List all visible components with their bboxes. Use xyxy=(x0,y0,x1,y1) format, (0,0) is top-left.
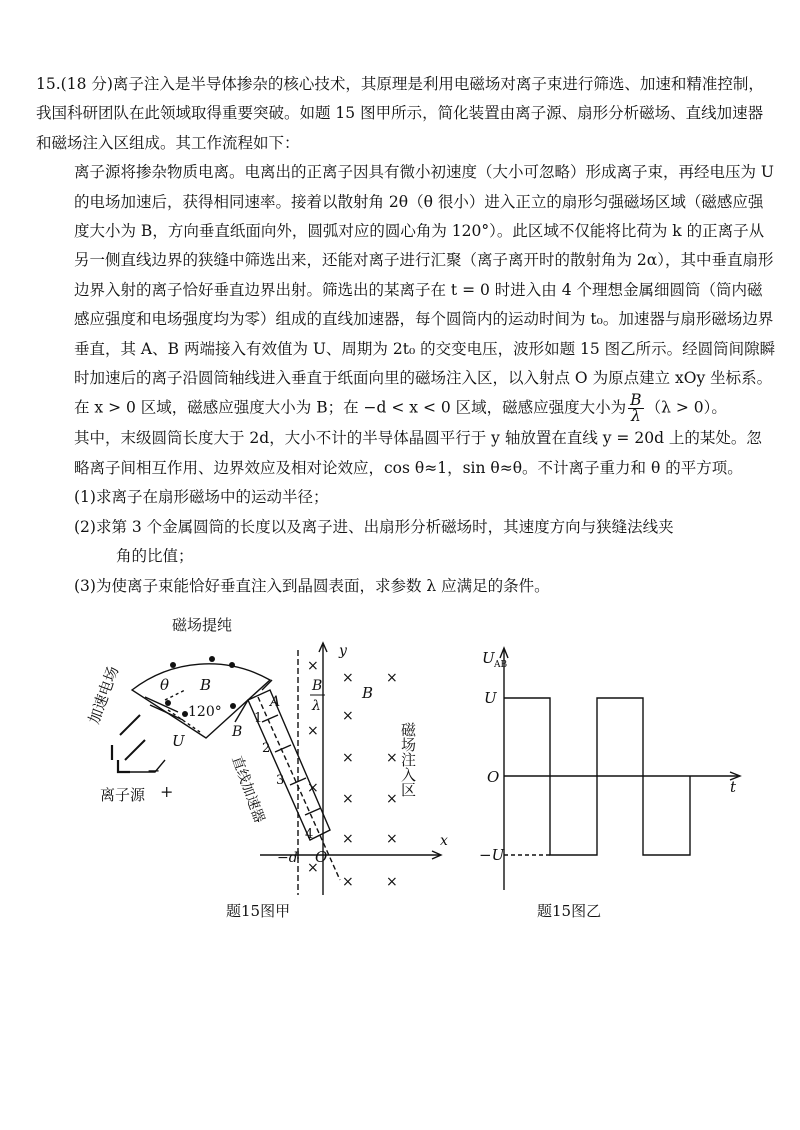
label-u: U xyxy=(172,732,185,750)
fig-b-origin: O xyxy=(487,768,500,786)
label-region xyxy=(399,722,417,797)
problem-intro: 15.(18 分)离子注入是半导体掺杂的核心技术，其原理是利用电磁场对离子束进行筛选、加速和精准控制，我国科研团队在此领域取得重要突破。如题 15 图甲所示，简化装置由离子源、扇形分析磁场、直线加速器和磁场注入区组成。其工作流程如下： xyxy=(36,75,764,152)
field-cross: × xyxy=(342,750,354,766)
fraction-b-over-lambda: $\frac{B}{\lambda}$ xyxy=(630,391,642,426)
label-source: 离子源 xyxy=(100,786,146,804)
question-2: (2)求第 3 个金属圆筒的长度以及离子进、出扇形分析磁场时，其速度方向与狭缝法线夹 xyxy=(74,517,674,536)
tube-gap xyxy=(275,745,291,752)
tube-gap xyxy=(305,808,321,815)
label-point-a: A xyxy=(270,694,281,710)
field-cross: × xyxy=(307,860,319,876)
slit-wall xyxy=(150,705,183,720)
field-cross: × xyxy=(386,750,398,766)
label-accel-field: 加速电场 xyxy=(84,663,123,727)
sector-field xyxy=(132,664,270,738)
label-angle: 120° xyxy=(188,704,222,720)
fig-b-ylabel: U xyxy=(482,649,495,667)
frac-den-fig: λ xyxy=(312,698,321,714)
field-dot xyxy=(229,662,235,668)
field-dot xyxy=(209,656,215,662)
linac-tube xyxy=(248,690,330,840)
label-theta: θ xyxy=(160,676,170,694)
tube-1-label: 1 xyxy=(254,711,263,726)
field-cross: × xyxy=(386,791,398,807)
ion-source xyxy=(112,745,130,772)
label-minus-d: −d xyxy=(277,850,298,866)
label-b-right: B xyxy=(362,684,374,702)
tube-3-label: 3 xyxy=(276,773,285,788)
field-dot xyxy=(182,711,188,717)
caption-fig-b: 题15图乙 xyxy=(537,902,602,920)
fig-b-t-arrow xyxy=(730,772,740,780)
fig-b-u: U xyxy=(484,689,497,707)
problem-text xyxy=(36,70,776,601)
circuit-wire xyxy=(130,760,165,772)
accel-plate xyxy=(120,715,140,735)
tube-gap xyxy=(290,778,306,785)
entry-ray xyxy=(168,710,200,732)
field-cross: × xyxy=(342,874,354,890)
label-point-b: B xyxy=(232,724,243,740)
label-plus: + xyxy=(160,782,174,801)
problem-paragraph-3: 其中，末级圆筒长度大于 2d，大小不计的半导体晶圆平行于 y 轴放置在直线 y = 20d 上的某处。忽略离子间相互作用、边界效应及相对论效应，cos θ≈1，sin θ≈θ。不计离子重力和 θ 的平方项。 xyxy=(74,429,762,477)
fig-b-t: t xyxy=(730,778,737,796)
label-minus: − xyxy=(147,761,161,780)
problem-paragraph-2: 在 x > 0 区域，磁感应强度大小为 B；在 −d < x < 0 区域，磁感应强度大小为 $\frac{B}{\lambda}$ （λ > 0）。 xyxy=(74,391,727,426)
field-cross: × xyxy=(342,791,354,807)
field-cross: × xyxy=(307,780,319,796)
field-cross: × xyxy=(386,670,398,686)
lead-a xyxy=(262,680,272,690)
entry-ray xyxy=(165,690,185,700)
square-wave xyxy=(504,698,690,855)
y-arrow xyxy=(319,643,327,652)
field-cross: × xyxy=(386,831,398,847)
caption-fig-a: 题15图甲 xyxy=(226,902,291,920)
beam-axis xyxy=(258,697,340,880)
fig-a-title: 磁场提纯 xyxy=(172,616,233,634)
field-cross: × xyxy=(342,708,354,724)
field-cross: × xyxy=(342,831,354,847)
field-cross: × xyxy=(386,874,398,890)
label-b-field: B xyxy=(200,676,212,694)
slit-wall xyxy=(145,697,178,712)
problem-paragraph-1: 离子源将掺杂物质电离。电离出的正离子因具有微小初速度（大小可忽略）形成离子束，再经电压为 U 的电场加速后，获得相同速率。接着以散射角 2θ（θ 很小）进入正立的扇形匀强磁场区域（磁感应强度大小为 B，方向垂直纸面向外，圆弧对应的圆心角为 120°）。此区域不仅能将比荷为 k 的正离子从另一侧直线边界的狭缝中筛选出来，还能对离子进行汇聚（离子离开时的散射角为 2α），其中垂直扇形边界入射的离子恰好垂直边界出射。筛选出的某离子在 t = 0 时进入由 4 个理想金属细圆筒（筒内磁感应强度和电场强度均为零）组成的直线加速器，每个圆筒内的运动时间为 t₀。加速器与扇形磁场边界垂直，其 A、B 两端接入有效值为 U、周期为 2t₀ 的交变电压，波形如题 15 图乙所示。经圆筒间隙瞬时加速后的离子沿圆筒轴线进入垂直于纸面向里的磁场注入区，以入射点 O 为原点建立 xOy 坐标系。 xyxy=(74,163,776,388)
label-origin: O xyxy=(315,848,328,866)
label-y: y xyxy=(339,643,347,659)
question-2-cont: 角的比值； xyxy=(116,547,194,566)
tube-gap xyxy=(262,715,278,722)
problem-score: (18 分) xyxy=(60,75,113,93)
tube-4-label: 4 xyxy=(305,827,314,842)
tube-2-label: 2 xyxy=(262,741,271,756)
frac-num-fig: B xyxy=(312,678,323,694)
x-arrow xyxy=(432,851,441,859)
field-dot xyxy=(170,662,176,668)
accel-plate xyxy=(125,740,145,760)
problem-number: 15. xyxy=(36,75,61,93)
question-3: (3)为使离子束能恰好垂直注入到晶圆表面，求参数 λ 应满足的条件。 xyxy=(74,576,550,595)
fig-b-ylabel-sub: AB xyxy=(494,660,508,670)
field-cross: × xyxy=(307,658,319,674)
fig-b-minus-u: −U xyxy=(479,846,505,864)
question-1: (1)求离子在扇形磁场中的运动半径； xyxy=(74,488,329,507)
fig-b-y-arrow xyxy=(500,648,508,658)
svg-text:磁场注入区: 磁场注入区 xyxy=(399,722,417,797)
field-dot xyxy=(165,700,171,706)
label-linac: 直线加速器 xyxy=(228,753,268,826)
label-x: x xyxy=(440,833,448,849)
field-cross: × xyxy=(342,670,354,686)
field-cross: × xyxy=(307,723,319,739)
lead-b xyxy=(235,700,248,722)
field-dot xyxy=(230,703,236,709)
